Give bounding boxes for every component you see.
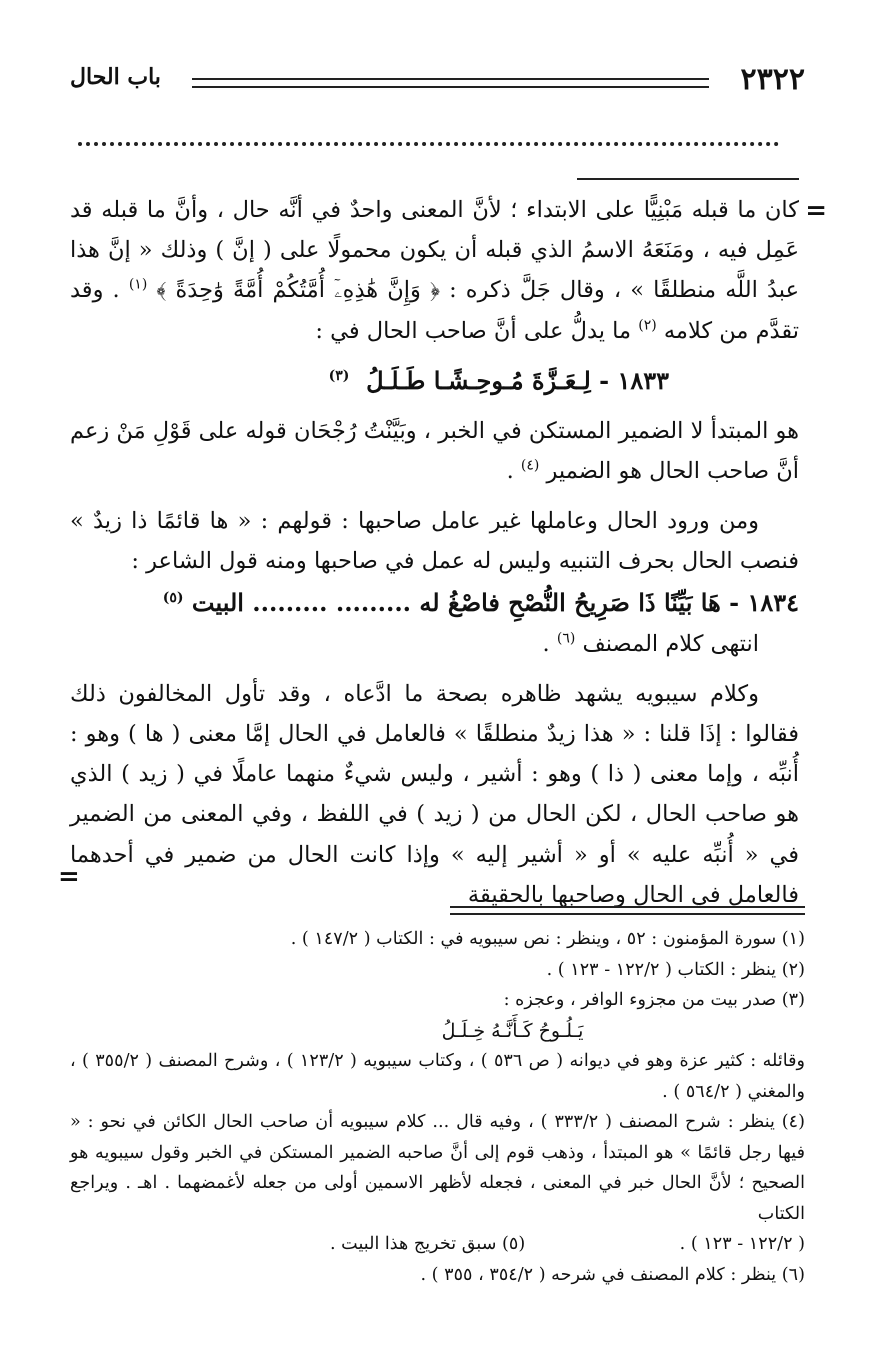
continuation-mark-end: = xyxy=(58,862,80,892)
footnote-ref-6: (٦) xyxy=(556,630,576,647)
main-text xyxy=(70,190,799,915)
footnote-4: (٤) ينظر : شرح المصنف ( ٣٣٣/٢ ) ، وفيه قال ... كلام سيبويه أن صاحب الحال الكائن في نحو : « فيها رجل قائمًا » هو المبتدأ ، وذهب قوم إلى أنَّ صاحبه الضمير المستكن في الخبر وقول سيبويه هو الصحيح ؛ لأنَّ الحال خبر في المعنى ، فجعله لأظهر الاسمين أولى من جعله لأغمضهما . اهـ . ويراجع الكتاب xyxy=(70,1112,805,1224)
header-double-rule xyxy=(192,78,709,88)
footnote-ref-2: (٢) xyxy=(638,317,657,334)
footnote-3: (٣) صدر بيت من مجزوء الوافر ، وعجزه : xyxy=(503,990,805,1010)
chapter-title: باب الحال xyxy=(70,64,161,90)
footnote-5: (٥) سبق تخريج هذا البيت . xyxy=(330,1234,526,1254)
paragraph-3: ومن ورود الحال وعاملها غير عامل صاحبها : قولهم : « ها قائمًا ذا زيدٌ » فنصب الحال بحرف التنبيه وليس له عمل في صاحبها ومنه قول الشاعر : xyxy=(70,508,799,575)
verse-1833: ١٨٣٣ - لِـعَـزَّةَ مُـوحِـشًـا طَـلَـلُ $^{(٣)}$ xyxy=(328,365,669,395)
footnote-ref-5: (٥) xyxy=(162,589,184,606)
footnote-3-verse: يَـلُـوحُ كَـأَنَّـهُ خِـلَـلُ xyxy=(441,1019,584,1042)
footnote-ref-3: (٣) xyxy=(328,367,350,384)
page-header xyxy=(70,62,805,102)
footnote-4-end: ( ١٢٢/٢ - ١٢٣ ) . xyxy=(679,1234,805,1254)
paragraph-5: وكلام سيبويه يشهد ظاهره بصحة ما ادَّعاه ، وقد تأول المخالفون ذلك فقالوا : إذَا قلنا : « هذا زيدٌ منطلقًا » فالعامل في الحال إمَّا معنى ( ها ) وهو : أُنبِّه ، وإما معنى ( ذا ) وهو : أشير ، وليس شيءٌ منهما عاملًا في ( زيد ) الذي هو صاحب الحال ، لكن الحال من ( زيد ) في اللفظ ، وفي المعنى من الضمير في « أُنبِّه عليه » أو « أشير إليه » وإذا كانت الحال من ضمير في أحدهما فالعامل في الحال وصاحبها بالحقيقة xyxy=(70,680,799,908)
paragraph-4: انتهى كلام المصنف $^{(٦)}$ . xyxy=(542,630,759,657)
footnote-ref-1: (١) xyxy=(128,276,148,293)
footnote-ref-4: (٤) xyxy=(520,457,540,474)
footnote-separator xyxy=(450,906,805,915)
section-rule xyxy=(577,178,799,180)
footnote-4-5-line xyxy=(70,1229,805,1260)
dotted-separator xyxy=(78,128,779,146)
paragraph-2: هو المبتدأ لا الضمير المستكن في الخبر ، وبَيَّنْتُ رُجْحَان قوله على قَوْلِ مَنْ زعم أنَّ صاحب الحال هو الضمير $^{(٤)}$ . xyxy=(70,417,799,485)
footnotes xyxy=(70,924,805,1290)
footnote-6: (٦) ينظر : كلام المصنف في شرحه ( ٣٥٤/٢ ، ٣٥٥ ) . xyxy=(420,1264,805,1285)
page-number: ٢٣٢٢ xyxy=(740,62,805,97)
footnote-3-continued: وقائله : كثير عزة وهو في ديوانه ( ص ٥٣٦ ) ، وكتاب سيبويه ( ١٢٣/٢ ) ، وشرح المصنف ( ٣٥٥/٢ ) ، والمغني ( ٥٦٤/٢ ) . xyxy=(70,1051,805,1102)
continuation-mark-start: = xyxy=(805,196,827,226)
paragraph-1: كان ما قبله مَبْنِيًّا على الابتداء ؛ لأنَّ المعنى واحدٌ في أنَّه حال ، وأنَّ ما قبله قد عَمِل فيه ، ومَنَعَهُ الاسمُ الذي قبله أن يكون محمولًا على ( إنَّ ) وذلك « إنَّ هذا عبدُ اللَّه منطلقًا » ، وقال جَلَّ ذكره : ﴿ وَإِنَّ هَٰذِهِۦٓ أُمَّتُكُمْ أُمَّةً وَٰحِدَةً ﴾ $^{(١)}$ . وقد تقدَّم من كلامه $^{(٢)}$ ما يدلُّ على أنَّ صاحب الحال في : xyxy=(70,197,799,344)
verse-1834: ١٨٣٤ - هَا بَيِّنًا ذَا صَرِيحُ النُّصْحِ فاصْغُ له ......... ......... البيت $^{(٥)}$ xyxy=(162,587,799,617)
footnote-1: (١) سورة المؤمنون : ٥٢ ، وينظر : نص سيبويه في : الكتاب ( ١٤٧/٢ ) . xyxy=(290,929,805,949)
footnote-2: (٢) ينظر : الكتاب ( ١٢٢/٢ - ١٢٣ ) . xyxy=(546,959,805,980)
